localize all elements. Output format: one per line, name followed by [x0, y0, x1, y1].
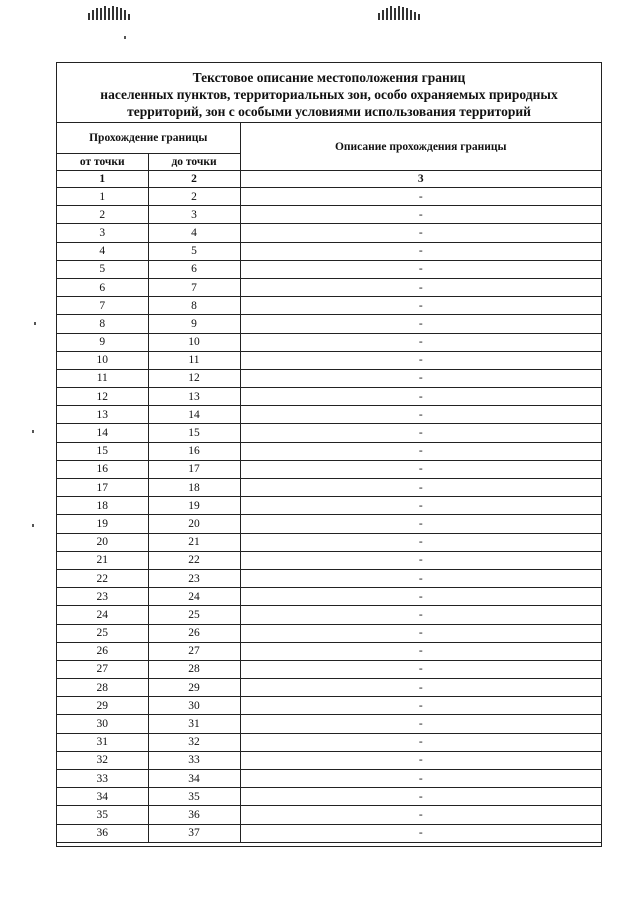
column-number-1: 1 [57, 171, 148, 188]
from-point-cell: 32 [57, 751, 148, 769]
description-cell: - [240, 588, 601, 606]
from-point-cell: 36 [57, 824, 148, 842]
table-row [57, 788, 601, 806]
from-point-cell: 25 [57, 624, 148, 642]
to-point-cell: 29 [148, 679, 240, 697]
to-point-cell: 3 [148, 206, 240, 224]
to-point-cell: 14 [148, 406, 240, 424]
description-cell: - [240, 442, 601, 460]
header-from-point: от точки [57, 154, 148, 171]
from-point-cell: 22 [57, 569, 148, 587]
from-point-cell: 10 [57, 351, 148, 369]
description-cell: - [240, 206, 601, 224]
table-row [57, 388, 601, 406]
table-row [57, 660, 601, 678]
to-point-cell: 35 [148, 788, 240, 806]
to-point-cell: 21 [148, 533, 240, 551]
to-point-cell: 33 [148, 751, 240, 769]
from-point-cell: 30 [57, 715, 148, 733]
from-point-cell: 9 [57, 333, 148, 351]
boundary-document [56, 62, 602, 846]
to-point-cell: 17 [148, 460, 240, 478]
to-point-cell: 6 [148, 260, 240, 278]
table-row [57, 242, 601, 260]
to-point-cell: 36 [148, 806, 240, 824]
to-point-cell: 19 [148, 497, 240, 515]
to-point-cell: 7 [148, 278, 240, 296]
from-point-cell: 20 [57, 533, 148, 551]
scan-barcode-mark-left [88, 6, 130, 20]
description-cell: - [240, 551, 601, 569]
from-point-cell: 21 [57, 551, 148, 569]
from-point-cell: 16 [57, 460, 148, 478]
description-cell: - [240, 479, 601, 497]
to-point-cell: 2 [148, 188, 240, 206]
title-line-3: территорий, зон с особыми условиями использования территорий [127, 104, 531, 119]
table-row [57, 351, 601, 369]
from-point-cell: 5 [57, 260, 148, 278]
table-row [57, 770, 601, 788]
table-row [57, 460, 601, 478]
to-point-cell: 27 [148, 642, 240, 660]
table-row [57, 824, 601, 842]
to-point-cell: 25 [148, 606, 240, 624]
table-row [57, 479, 601, 497]
table-row [57, 515, 601, 533]
table-row [57, 297, 601, 315]
description-cell: - [240, 388, 601, 406]
description-cell: - [240, 424, 601, 442]
description-cell: - [240, 369, 601, 387]
description-cell: - [240, 606, 601, 624]
from-point-cell: 18 [57, 497, 148, 515]
description-cell: - [240, 278, 601, 296]
description-cell: - [240, 297, 601, 315]
to-point-cell: 4 [148, 224, 240, 242]
description-cell: - [240, 751, 601, 769]
to-point-cell: 12 [148, 369, 240, 387]
from-point-cell: 33 [57, 770, 148, 788]
table-row [57, 551, 601, 569]
from-point-cell: 6 [57, 278, 148, 296]
title-line-1: Текстовое описание местоположения границ [192, 70, 466, 85]
description-cell: - [240, 733, 601, 751]
to-point-cell: 11 [148, 351, 240, 369]
from-point-cell: 27 [57, 660, 148, 678]
table-row [57, 697, 601, 715]
table-row [57, 260, 601, 278]
description-cell: - [240, 260, 601, 278]
column-number-3: 3 [240, 171, 601, 188]
to-point-cell: 23 [148, 569, 240, 587]
to-point-cell: 34 [148, 770, 240, 788]
to-point-cell: 16 [148, 442, 240, 460]
from-point-cell: 19 [57, 515, 148, 533]
from-point-cell: 3 [57, 224, 148, 242]
table-row [57, 497, 601, 515]
from-point-cell: 29 [57, 697, 148, 715]
to-point-cell: 9 [148, 315, 240, 333]
table-row [57, 424, 601, 442]
to-point-cell: 24 [148, 588, 240, 606]
from-point-cell: 1 [57, 188, 148, 206]
from-point-cell: 2 [57, 206, 148, 224]
from-point-cell: 23 [57, 588, 148, 606]
header-boundary-description: Описание прохождения границы [240, 123, 601, 171]
table-row [57, 569, 601, 587]
to-point-cell: 18 [148, 479, 240, 497]
to-point-cell: 8 [148, 297, 240, 315]
description-cell: - [240, 497, 601, 515]
column-number-2: 2 [148, 171, 240, 188]
boundary-table [57, 123, 601, 843]
from-point-cell: 14 [57, 424, 148, 442]
from-point-cell: 17 [57, 479, 148, 497]
scan-speck [34, 322, 36, 325]
description-cell: - [240, 569, 601, 587]
description-cell: - [240, 660, 601, 678]
from-point-cell: 24 [57, 606, 148, 624]
description-cell: - [240, 715, 601, 733]
description-cell: - [240, 242, 601, 260]
description-cell: - [240, 824, 601, 842]
to-point-cell: 10 [148, 333, 240, 351]
document-bottom-border [56, 846, 602, 847]
to-point-cell: 30 [148, 697, 240, 715]
from-point-cell: 7 [57, 297, 148, 315]
to-point-cell: 32 [148, 733, 240, 751]
description-cell: - [240, 642, 601, 660]
to-point-cell: 37 [148, 824, 240, 842]
table-row [57, 188, 601, 206]
to-point-cell: 26 [148, 624, 240, 642]
from-point-cell: 34 [57, 788, 148, 806]
description-cell: - [240, 188, 601, 206]
description-cell: - [240, 351, 601, 369]
table-body [57, 188, 601, 843]
table-row [57, 751, 601, 769]
description-cell: - [240, 315, 601, 333]
from-point-cell: 35 [57, 806, 148, 824]
scan-barcode-mark-right [378, 6, 420, 20]
table-row [57, 442, 601, 460]
description-cell: - [240, 679, 601, 697]
from-point-cell: 26 [57, 642, 148, 660]
from-point-cell: 12 [57, 388, 148, 406]
table-row [57, 533, 601, 551]
table-row [57, 733, 601, 751]
description-cell: - [240, 460, 601, 478]
to-point-cell: 13 [148, 388, 240, 406]
to-point-cell: 28 [148, 660, 240, 678]
table-row [57, 588, 601, 606]
description-cell: - [240, 806, 601, 824]
document-title [57, 63, 601, 123]
header-boundary-passage: Прохождение границы [57, 123, 240, 154]
table-row [57, 606, 601, 624]
table-row [57, 333, 601, 351]
description-cell: - [240, 788, 601, 806]
to-point-cell: 5 [148, 242, 240, 260]
from-point-cell: 4 [57, 242, 148, 260]
from-point-cell: 15 [57, 442, 148, 460]
description-cell: - [240, 770, 601, 788]
to-point-cell: 22 [148, 551, 240, 569]
table-row [57, 224, 601, 242]
description-cell: - [240, 406, 601, 424]
table-row [57, 369, 601, 387]
table-row [57, 406, 601, 424]
scan-speck [32, 524, 34, 527]
table-row [57, 278, 601, 296]
table-row [57, 806, 601, 824]
table-row [57, 679, 601, 697]
description-cell: - [240, 333, 601, 351]
table-row [57, 715, 601, 733]
header-to-point: до точки [148, 154, 240, 171]
from-point-cell: 28 [57, 679, 148, 697]
table-row [57, 642, 601, 660]
description-cell: - [240, 624, 601, 642]
description-cell: - [240, 224, 601, 242]
table-row [57, 315, 601, 333]
description-cell: - [240, 697, 601, 715]
description-cell: - [240, 533, 601, 551]
to-point-cell: 15 [148, 424, 240, 442]
from-point-cell: 31 [57, 733, 148, 751]
scan-speck [124, 36, 126, 39]
table-row [57, 206, 601, 224]
description-cell: - [240, 515, 601, 533]
title-line-2: населенных пунктов, территориальных зон, особо охраняемых природных [100, 87, 558, 102]
to-point-cell: 31 [148, 715, 240, 733]
scan-speck [32, 430, 34, 433]
from-point-cell: 13 [57, 406, 148, 424]
to-point-cell: 20 [148, 515, 240, 533]
from-point-cell: 11 [57, 369, 148, 387]
from-point-cell: 8 [57, 315, 148, 333]
table-row [57, 624, 601, 642]
